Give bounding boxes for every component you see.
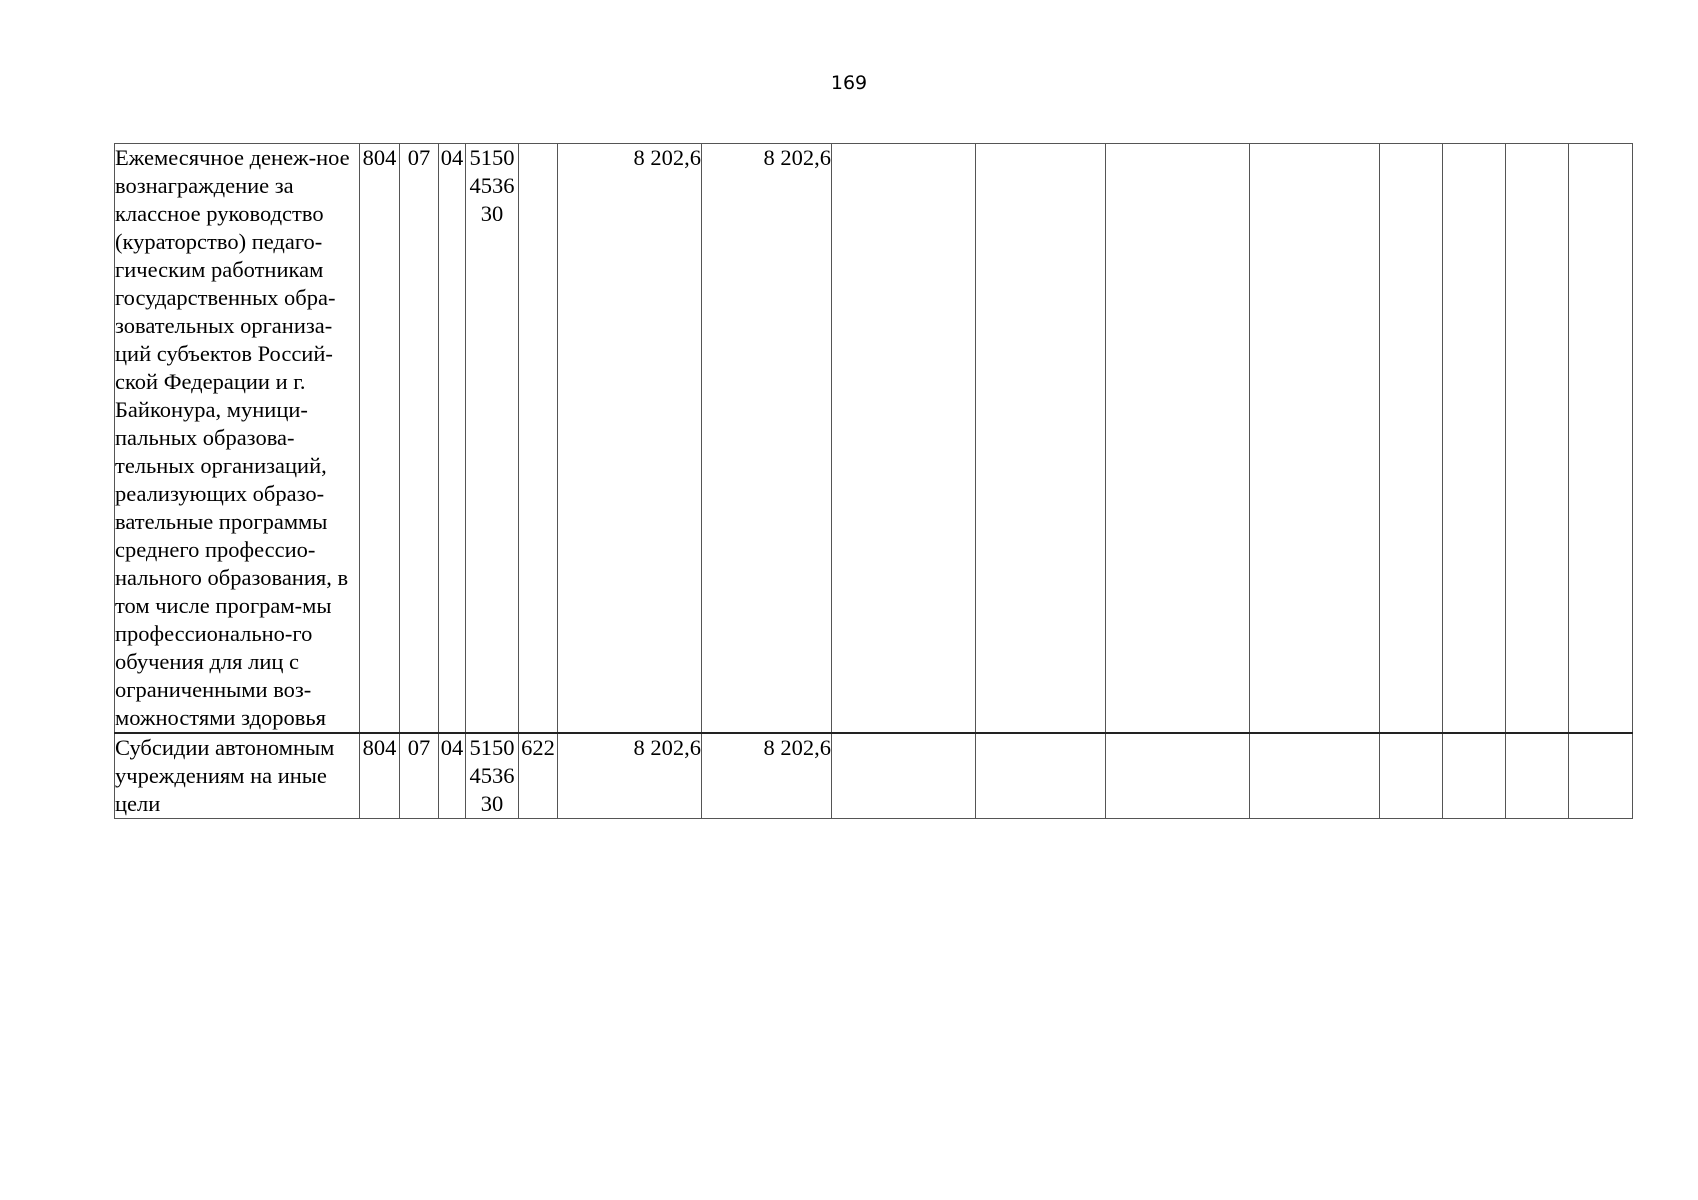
empty-cell — [1250, 733, 1380, 819]
budget-table — [114, 143, 1633, 819]
empty-cell — [1569, 733, 1633, 819]
expense-type-code — [519, 144, 558, 734]
empty-cell — [832, 144, 976, 734]
section-code: 07 — [400, 733, 439, 819]
page-number: 169 — [830, 72, 868, 94]
row-name: Субсидии автономным учреждениям на иные цели — [115, 733, 360, 819]
amount-1: 8 202,6 — [558, 144, 702, 734]
amount-2: 8 202,6 — [702, 733, 832, 819]
table-row — [115, 144, 1633, 734]
empty-cell — [1506, 733, 1569, 819]
empty-cell — [976, 733, 1106, 819]
empty-cell — [1250, 144, 1380, 734]
empty-cell — [1106, 733, 1250, 819]
empty-cell — [1380, 144, 1443, 734]
empty-cell — [1106, 144, 1250, 734]
table-row — [115, 733, 1633, 819]
expense-type-code: 622 — [519, 733, 558, 819]
ministry-code: 804 — [360, 144, 400, 734]
empty-cell — [1506, 144, 1569, 734]
subsection-code: 04 — [439, 733, 466, 819]
empty-cell — [1380, 733, 1443, 819]
subsection-code: 04 — [439, 144, 466, 734]
empty-cell — [976, 144, 1106, 734]
empty-cell — [1443, 144, 1506, 734]
target-article-code: 51504536 30 — [466, 733, 519, 819]
empty-cell — [1443, 733, 1506, 819]
row-name: Ежемесячное денеж-ное вознаграждение за классное руководство (кураторство) педаго-гическим работникам государственных обра-зовательных организа-ций субъектов Россий-ской Федерации и г. Байконура, муници-пальных образова-тельных организаций, реализующих образо-вательные программы среднего профессио-нального образования, в том числе програм-мы профессионально-го обучения для лиц с ограниченными воз-можностями здоровья — [115, 144, 360, 734]
empty-cell — [832, 733, 976, 819]
amount-1: 8 202,6 — [558, 733, 702, 819]
target-article-code: 51504536 30 — [466, 144, 519, 734]
section-code: 07 — [400, 144, 439, 734]
empty-cell — [1569, 144, 1633, 734]
ministry-code: 804 — [360, 733, 400, 819]
amount-2: 8 202,6 — [702, 144, 832, 734]
